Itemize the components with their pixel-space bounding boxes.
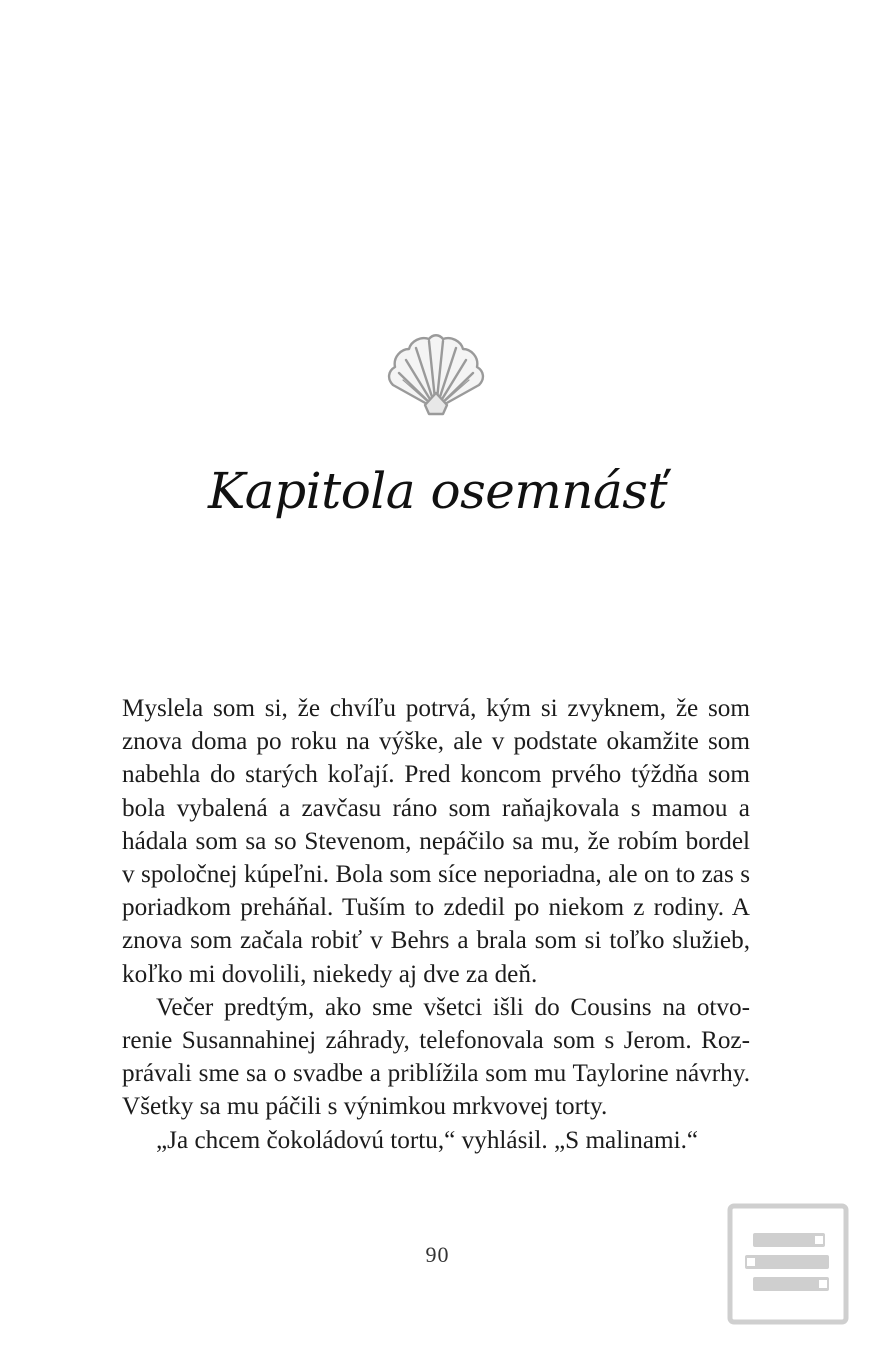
scallop-shell-icon — [385, 333, 487, 417]
book-stack-icon — [727, 1203, 849, 1325]
page-number: 90 — [425, 1242, 450, 1267]
body-text — [122, 692, 750, 1157]
paragraph-2: Večer predtým, ako sme všetci išli do Cousins na otvorenie Susannahinej záhrady, telefonovala som s Jerom. Rozprávali sme sa o svadbe a priblížila som mu Taylorine návrhy. Všetky sa mu páčili s výnimkou mrkvovej torty. — [122, 993, 750, 1121]
paragraph-3: „Ja chcem čokoládovú tortu,“ vyhlásil. „S malinami.“ — [156, 1126, 699, 1154]
paragraph-1: Myslela som si, že chvíľu potrvá, kým si zvyknem, že som znova doma po roku na výške, ale v podstate okamžite som nabehla do starých koľají. Pred koncom prvého týždňa som bola vybalená a zavčasu ráno som raňajkovala s mamou a hádala som sa so Stevenom, nepáčilo sa mu, že robím bordel v spoločnej kúpeľni. Bola som síce neporiadna, ale on to zas s poriadkom preháňal. Tuším to zdedil po niekom z rodiny. A znova som začala robiť v Behrs a brala som si toľko služieb, koľko mi dovolili, niekedy aj dve za deň. — [122, 695, 750, 988]
chapter-title: Kapitola osemnásť — [207, 462, 668, 520]
